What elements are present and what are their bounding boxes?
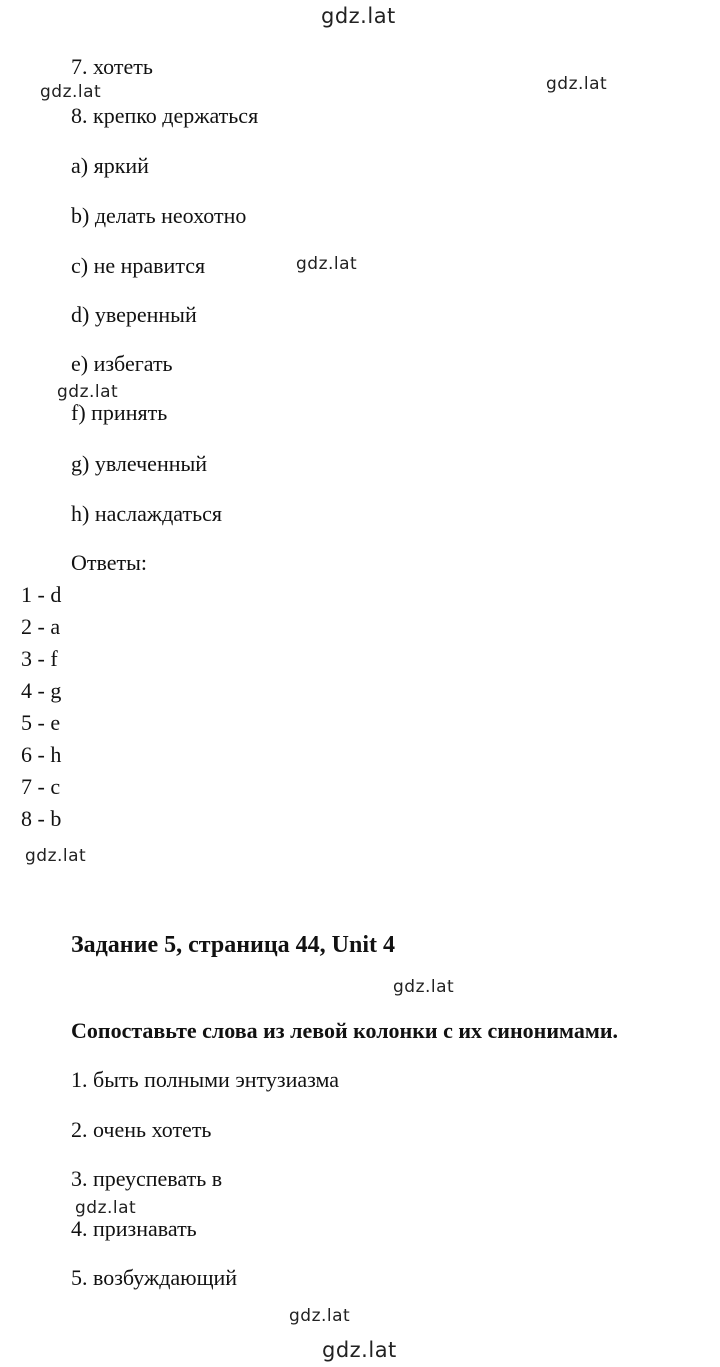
right-column-item: b) делать неохотно [71,203,247,228]
right-column-item: g) увлеченный [71,451,208,476]
right-column-item: d) уверенный [71,302,197,327]
watermark: gdz.lat [25,846,87,866]
task-item: 2. очень хотеть [71,1117,212,1142]
watermark: gdz.lat [75,1198,137,1218]
watermark: gdz.lat [393,977,455,997]
answer-item: 2 - a [21,614,61,639]
task-item: 3. преуспевать в [71,1166,223,1191]
right-column-item: e) избегать [71,351,173,376]
answer-item: 7 - c [21,774,61,799]
right-column-item: a) яркий [71,153,149,178]
task-item: 5. возбуждающий [71,1265,238,1290]
answer-item: 4 - g [21,678,62,703]
watermark: gdz.lat [546,74,608,94]
answer-item: 3 - f [21,646,58,671]
answer-item: 5 - e [21,710,61,735]
watermark: gdz.lat [296,254,358,274]
task-item: 4. признавать [71,1216,197,1241]
watermark: gdz.lat [289,1306,351,1326]
left-column-item: 8. крепко держаться [71,103,259,128]
task-title: Задание 5, страница 44, Unit 4 [71,932,396,958]
right-column-item: h) наслаждаться [71,501,222,526]
right-column-item: c) не нравится [71,253,206,278]
answer-item: 6 - h [21,742,62,767]
answers-heading: Ответы: [71,550,148,575]
watermark: gdz.lat [322,1338,397,1362]
task-item: 1. быть полными энтузиазма [71,1067,340,1092]
watermark: gdz.lat [321,4,396,28]
answer-item: 1 - d [21,582,62,607]
answer-item: 8 - b [21,806,62,831]
task-instruction: Сопоставьте слова из левой колонки с их синонимами. [71,1018,618,1043]
watermark: gdz.lat [57,382,119,402]
left-column-item: 7. хотеть [71,54,153,79]
watermark: gdz.lat [40,82,102,102]
right-column-item: f) принять [71,400,168,425]
